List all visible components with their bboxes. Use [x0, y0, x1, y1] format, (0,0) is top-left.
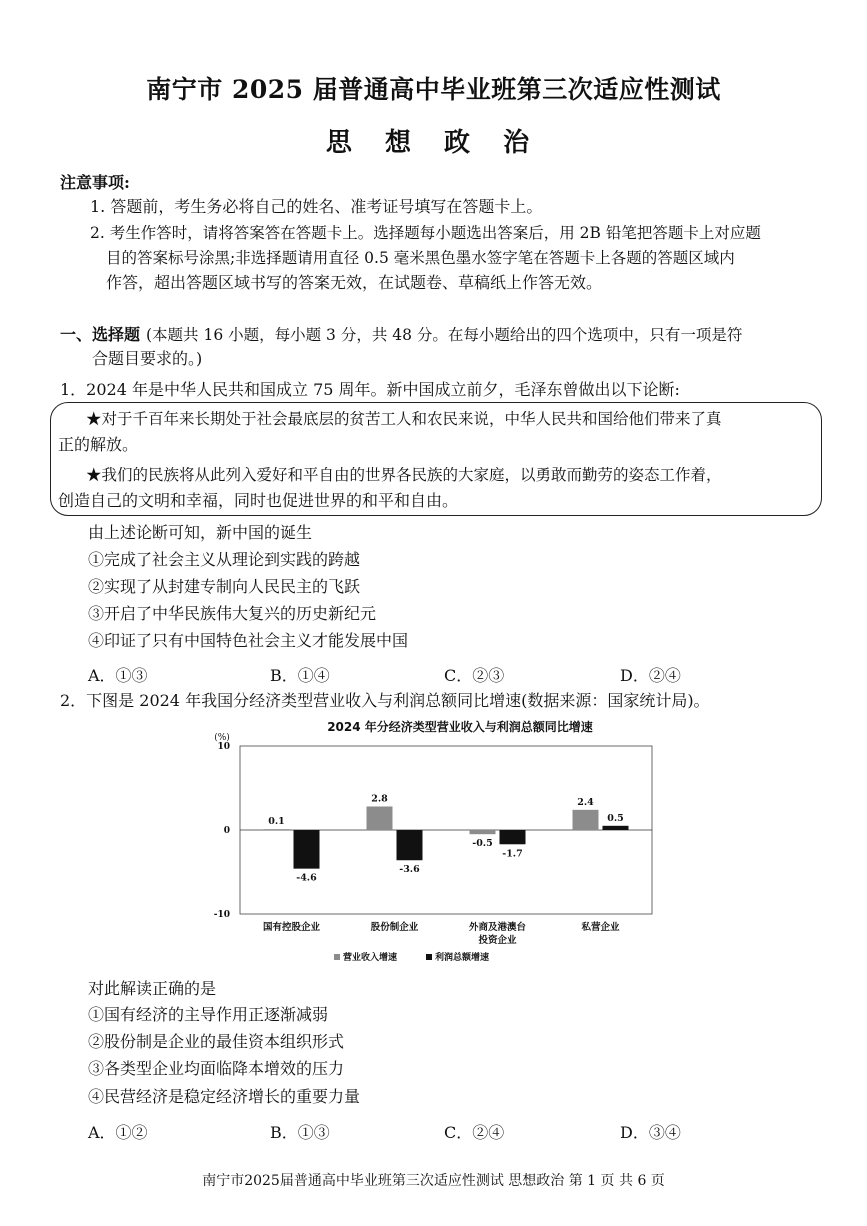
- y-tick-label: -10: [213, 910, 230, 920]
- q2-item-3: ③各类型企业均面临降本增效的压力: [88, 1059, 345, 1078]
- q2-item-1: ①国有经济的主导作用正逐渐减弱: [88, 1005, 329, 1024]
- section-desc-line-2: 合题目要求的。): [92, 349, 203, 368]
- q2-option-a[interactable]: A．①②: [88, 1123, 148, 1142]
- bar: [294, 830, 320, 869]
- bar: [603, 826, 629, 830]
- data-label: 2.4: [577, 796, 594, 808]
- legend-label: 利润总额增速: [435, 953, 490, 963]
- bar: [397, 830, 423, 860]
- chart-svg: [200, 718, 680, 968]
- q2-item-2: ②股份制是企业的最佳资本组织形式: [88, 1032, 345, 1051]
- data-label: 0.5: [607, 812, 624, 824]
- notes-item-1: 1. 答题前，考生务必将自己的姓名、准考证号填写在答题卡上。: [90, 197, 543, 216]
- data-label: -0.5: [472, 838, 493, 850]
- data-label: -1.7: [502, 848, 523, 860]
- data-label: 0.1: [268, 816, 285, 828]
- bar: [367, 806, 393, 830]
- notes-item-2-line-2: 目的答案标号涂黑;非选择题请用直径 0.5 毫米黑色墨水签字笔在答题卡上各题的答题区域内: [106, 249, 735, 267]
- q2-lead: 对此解读正确的是: [88, 979, 217, 998]
- q1-item-2: ②实现了从封建专制向人民民主的飞跃: [88, 577, 361, 596]
- data-label: -3.6: [399, 864, 420, 876]
- bar: [470, 830, 496, 834]
- q1-lead: 由上述论断可知，新中国的诞生: [88, 523, 313, 542]
- legend-swatch: [426, 954, 432, 960]
- q2-option-d[interactable]: D．③④: [620, 1123, 681, 1142]
- x-tick-label: 外商及港澳台: [468, 922, 527, 933]
- section-heading: 一、选择题: [60, 325, 141, 344]
- q1-stem: 1．2024 年是中华人民共和国成立 75 周年。新中国成立前夕，毛泽东曾做出以下论断:: [60, 380, 680, 399]
- bar: [264, 829, 290, 831]
- x-tick-label: 私营企业: [581, 922, 620, 933]
- y-axis-unit: (%): [214, 733, 230, 743]
- chart-title: 2024 年分经济类型营业收入与利润总额同比增速: [327, 720, 593, 734]
- page-footer: 南宁市2025届普通高中毕业班第三次适应性测试 思想政治 第 1 页 共 6 页: [202, 1173, 665, 1189]
- q2-option-b[interactable]: B．①③: [270, 1123, 330, 1142]
- notes-heading: 注意事项:: [60, 173, 130, 192]
- subject-title: 思 想 政 治: [325, 128, 542, 158]
- legend-swatch: [334, 954, 340, 960]
- legend-label: 营业收入增速: [343, 953, 398, 963]
- exam-title: 南宁市 2025 届普通高中毕业班第三次适应性测试: [146, 75, 721, 104]
- notes-item-2-line-1: 2. 考生作答时，请将答案答在答题卡上。选择题每小题选出答案后，用 2B 铅笔把答题卡上对应题: [90, 224, 761, 242]
- q1-option-c[interactable]: C．②③: [444, 666, 505, 685]
- q1-option-a[interactable]: A．①③: [88, 666, 148, 685]
- section-desc-line-1: (本题共 16 小题，每小题 3 分，共 48 分。在每小题给出的四个选项中，只有一项是符: [146, 326, 743, 344]
- bar: [500, 830, 526, 844]
- growth-chart: [200, 718, 680, 968]
- q1-option-b[interactable]: B．①④: [270, 666, 330, 685]
- data-label: 2.8: [371, 793, 388, 805]
- q1-item-4: ④印证了只有中国特色社会主义才能发展中国: [88, 631, 409, 650]
- q1-quote-2-line-2: 创造自己的文明和幸福，同时也促进世界的和平和自由。: [58, 491, 459, 510]
- x-tick-label: 股份制企业: [370, 922, 419, 933]
- q2-stem: 2．下图是 2024 年我国分经济类型营业收入与利润总额同比增速(数据来源：国家统计局)。: [60, 691, 710, 710]
- q1-quote-1-line-2: 正的解放。: [58, 435, 139, 454]
- data-label: -4.6: [296, 872, 317, 884]
- q1-option-d[interactable]: D．②④: [620, 666, 681, 685]
- bar: [573, 810, 599, 830]
- x-tick-label: 国有控股企业: [262, 922, 321, 933]
- q2-option-c[interactable]: C．②④: [444, 1123, 505, 1142]
- notes-item-2-line-3: 作答，超出答题区域书写的答案无效，在试题卷、草稿纸上作答无效。: [106, 273, 603, 292]
- q1-item-3: ③开启了中华民族伟大复兴的历史新纪元: [88, 604, 377, 623]
- q1-item-1: ①完成了社会主义从理论到实践的跨越: [88, 550, 361, 569]
- x-tick-label: 投资企业: [478, 935, 517, 946]
- q1-quote-2-line-1: ★我们的民族将从此列入爱好和平自由的世界各民族的大家庭，以勇敢而勤劳的姿态工作着，: [86, 466, 722, 484]
- q2-item-4: ④民营经济是稳定经济增长的重要力量: [88, 1087, 361, 1106]
- q1-quote-1-line-1: ★对于千百年来长期处于社会最底层的贫苦工人和农民来说，中华人民共和国给他们带来了真: [86, 410, 722, 428]
- y-tick-label: 10: [217, 742, 230, 752]
- y-tick-label: 0: [223, 826, 230, 836]
